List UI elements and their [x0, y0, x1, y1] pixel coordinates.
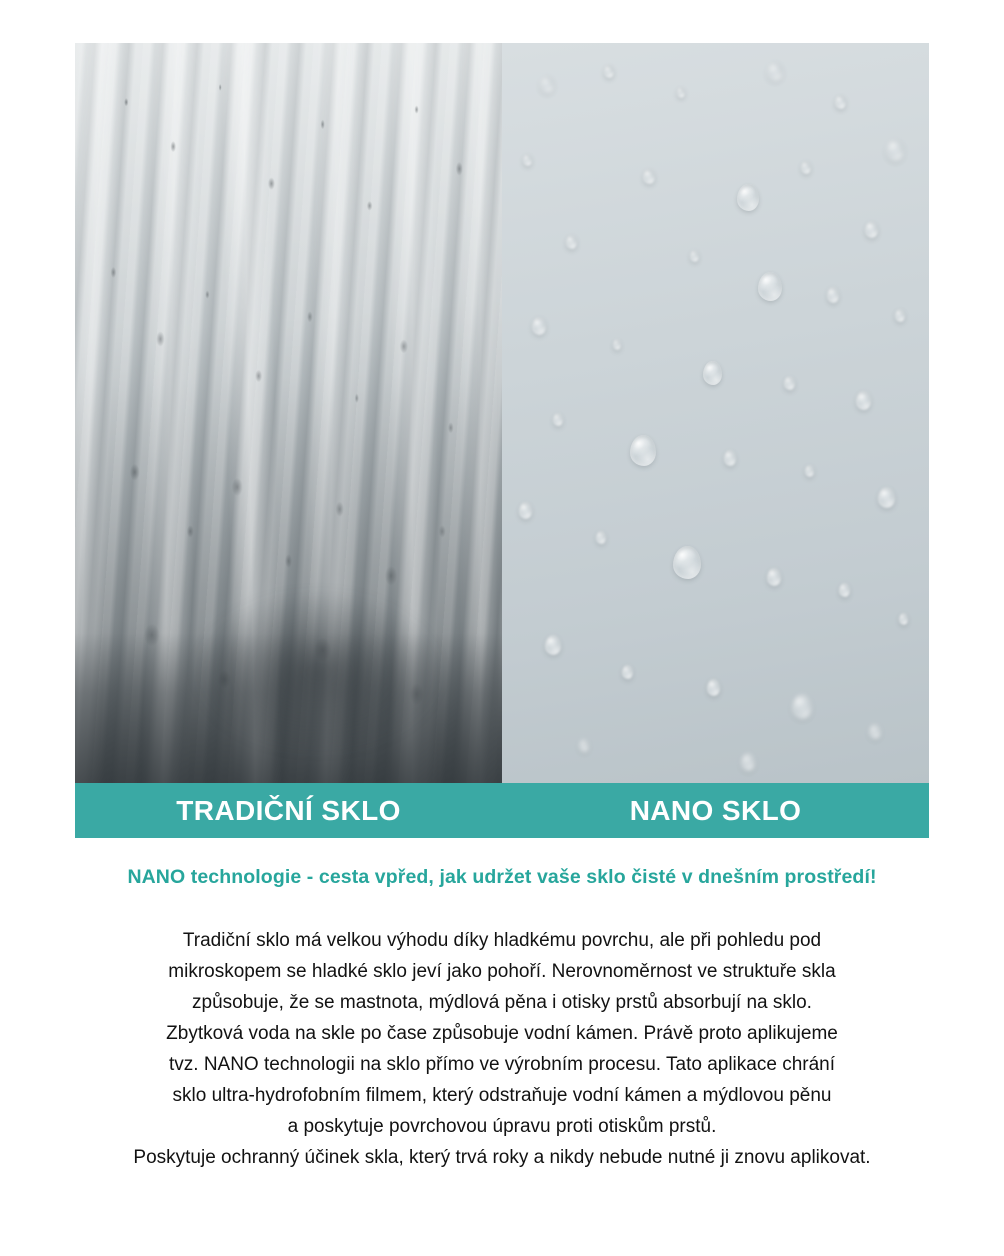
caption-traditional: TRADIČNÍ SKLO — [176, 794, 401, 826]
water-droplet — [673, 546, 701, 579]
water-droplet — [737, 184, 759, 211]
water-droplet — [703, 361, 722, 385]
water-droplet — [801, 161, 811, 174]
body-line: a poskytuje povrchovou úpravu proti otiskům prstů. — [287, 1116, 717, 1137]
body-line: Zbytková voda na skle po čase způsobuje vodní kámen. Právě proto aplikujeme — [166, 1023, 838, 1044]
water-droplet — [827, 287, 839, 303]
water-droplet — [869, 724, 881, 739]
water-droplet — [878, 487, 895, 508]
water-droplet — [784, 376, 795, 390]
water-droplet — [604, 65, 614, 78]
water-droplet — [677, 87, 685, 98]
water-droplet — [596, 531, 606, 544]
water-droplet — [532, 317, 546, 335]
body-line: tvz. NANO technologii na sklo přímo ve výrobním procesu. Tato aplikace chrání — [168, 1054, 835, 1075]
water-droplet — [865, 221, 878, 238]
water-droplet — [540, 76, 554, 93]
water-droplet — [792, 694, 812, 719]
nano-glass-image — [502, 43, 929, 783]
water-droplet — [523, 154, 532, 166]
figure-caption-bar — [75, 783, 929, 838]
water-droplet — [545, 635, 561, 655]
water-droplet — [767, 62, 783, 81]
water-droplet — [886, 139, 904, 161]
caption-nano: NANO SKLO — [629, 794, 802, 826]
water-droplets-overlay — [502, 43, 929, 783]
water-droplet — [707, 679, 720, 696]
water-droplet — [630, 435, 656, 466]
page-headline: NANO technologie - cesta vpřed, jak udržet vaše sklo čisté v dnešním prostředí! — [127, 866, 877, 888]
water-droplet — [758, 272, 782, 301]
water-droplet — [741, 753, 755, 771]
water-droplet — [899, 613, 908, 625]
water-droplet — [724, 450, 736, 466]
body-text — [92, 925, 912, 1173]
water-droplet — [519, 502, 532, 519]
water-droplet — [553, 413, 563, 426]
water-droplet — [767, 568, 781, 586]
water-droplet — [895, 309, 905, 322]
body-line: mikroskopem se hladké sklo jeví jako pohoří. Nerovnoměrnost ve struktuře skla — [168, 961, 836, 982]
body-line: Tradiční sklo má velkou výhodu díky hladkému povrchu, ale při pohledu pod — [182, 930, 822, 951]
water-droplet — [613, 339, 621, 350]
water-droplet — [839, 583, 850, 597]
figure-panes — [75, 43, 929, 783]
water-droplet — [622, 665, 633, 679]
water-droplet — [690, 250, 699, 262]
body-line: sklo ultra-hydrofobním filmem, který odstraňuje vodní kámen a mýdlovou pěnu — [172, 1085, 832, 1106]
water-droplet — [566, 235, 577, 249]
water-droplet — [835, 95, 846, 109]
water-droplet — [579, 739, 589, 752]
blurred-foreground-shape — [195, 591, 443, 754]
body-line: způsobuje, že se mastnota, mýdlová pěna i otisky prstů absorbují na sklo. — [192, 992, 812, 1013]
water-droplet — [856, 391, 871, 410]
comparison-figure — [75, 43, 929, 838]
traditional-glass-image — [75, 43, 502, 783]
water-droplet — [805, 465, 814, 477]
water-droplet — [643, 169, 655, 184]
body-line: Poskytuje ochranný účinek skla, který trvá roky a nikdy nebude nutné ji znovu aplikovat. — [133, 1147, 871, 1168]
